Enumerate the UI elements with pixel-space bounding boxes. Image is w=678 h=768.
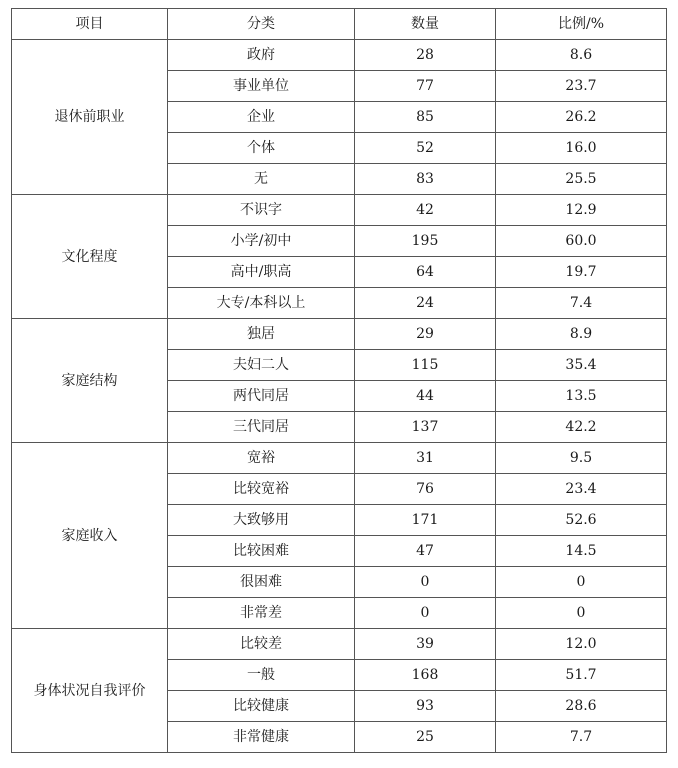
group-name-cell: 退休前职业 bbox=[12, 40, 168, 195]
count-cell: 24 bbox=[355, 288, 496, 319]
count-cell: 44 bbox=[355, 381, 496, 412]
count-cell: 77 bbox=[355, 71, 496, 102]
percent-cell: 23.7 bbox=[496, 71, 667, 102]
header-count: 数量 bbox=[355, 9, 496, 40]
group-name-cell: 身体状况自我评价 bbox=[12, 629, 168, 753]
count-cell: 29 bbox=[355, 319, 496, 350]
count-cell: 115 bbox=[355, 350, 496, 381]
percent-cell: 9.5 bbox=[496, 443, 667, 474]
count-cell: 76 bbox=[355, 474, 496, 505]
category-cell: 比较健康 bbox=[168, 691, 355, 722]
category-cell: 独居 bbox=[168, 319, 355, 350]
category-cell: 无 bbox=[168, 164, 355, 195]
count-cell: 64 bbox=[355, 257, 496, 288]
percent-cell: 51.7 bbox=[496, 660, 667, 691]
header-percent: 比例/% bbox=[496, 9, 667, 40]
count-cell: 52 bbox=[355, 133, 496, 164]
count-cell: 25 bbox=[355, 722, 496, 753]
group-name-cell: 家庭收入 bbox=[12, 443, 168, 629]
count-cell: 47 bbox=[355, 536, 496, 567]
count-cell: 83 bbox=[355, 164, 496, 195]
category-cell: 比较宽裕 bbox=[168, 474, 355, 505]
category-cell: 高中/职高 bbox=[168, 257, 355, 288]
percent-cell: 26.2 bbox=[496, 102, 667, 133]
category-cell: 个体 bbox=[168, 133, 355, 164]
group-name-cell: 家庭结构 bbox=[12, 319, 168, 443]
table-row bbox=[12, 195, 667, 226]
percent-cell: 16.0 bbox=[496, 133, 667, 164]
percent-cell: 7.7 bbox=[496, 722, 667, 753]
percent-cell: 52.6 bbox=[496, 505, 667, 536]
table-row bbox=[12, 443, 667, 474]
count-cell: 42 bbox=[355, 195, 496, 226]
header-category: 分类 bbox=[168, 9, 355, 40]
percent-cell: 0 bbox=[496, 598, 667, 629]
category-cell: 三代同居 bbox=[168, 412, 355, 443]
category-cell: 企业 bbox=[168, 102, 355, 133]
category-cell: 夫妇二人 bbox=[168, 350, 355, 381]
statistics-table bbox=[11, 8, 667, 753]
percent-cell: 12.0 bbox=[496, 629, 667, 660]
category-cell: 政府 bbox=[168, 40, 355, 71]
table-row bbox=[12, 319, 667, 350]
count-cell: 0 bbox=[355, 567, 496, 598]
header-row bbox=[12, 9, 667, 40]
percent-cell: 12.9 bbox=[496, 195, 667, 226]
percent-cell: 25.5 bbox=[496, 164, 667, 195]
category-cell: 宽裕 bbox=[168, 443, 355, 474]
count-cell: 85 bbox=[355, 102, 496, 133]
category-cell: 比较差 bbox=[168, 629, 355, 660]
category-cell: 很困难 bbox=[168, 567, 355, 598]
percent-cell: 60.0 bbox=[496, 226, 667, 257]
percent-cell: 19.7 bbox=[496, 257, 667, 288]
percent-cell: 8.9 bbox=[496, 319, 667, 350]
category-cell: 小学/初中 bbox=[168, 226, 355, 257]
table-header bbox=[12, 9, 667, 40]
percent-cell: 14.5 bbox=[496, 536, 667, 567]
percent-cell: 0 bbox=[496, 567, 667, 598]
group-name-cell: 文化程度 bbox=[12, 195, 168, 319]
percent-cell: 28.6 bbox=[496, 691, 667, 722]
count-cell: 93 bbox=[355, 691, 496, 722]
table-row bbox=[12, 40, 667, 71]
count-cell: 39 bbox=[355, 629, 496, 660]
count-cell: 171 bbox=[355, 505, 496, 536]
category-cell: 事业单位 bbox=[168, 71, 355, 102]
category-cell: 两代同居 bbox=[168, 381, 355, 412]
percent-cell: 42.2 bbox=[496, 412, 667, 443]
percent-cell: 23.4 bbox=[496, 474, 667, 505]
percent-cell: 7.4 bbox=[496, 288, 667, 319]
category-cell: 不识字 bbox=[168, 195, 355, 226]
table-row bbox=[12, 629, 667, 660]
count-cell: 0 bbox=[355, 598, 496, 629]
table-body bbox=[12, 40, 667, 753]
category-cell: 大专/本科以上 bbox=[168, 288, 355, 319]
count-cell: 31 bbox=[355, 443, 496, 474]
category-cell: 大致够用 bbox=[168, 505, 355, 536]
count-cell: 28 bbox=[355, 40, 496, 71]
count-cell: 168 bbox=[355, 660, 496, 691]
category-cell: 一般 bbox=[168, 660, 355, 691]
category-cell: 非常健康 bbox=[168, 722, 355, 753]
percent-cell: 8.6 bbox=[496, 40, 667, 71]
count-cell: 195 bbox=[355, 226, 496, 257]
count-cell: 137 bbox=[355, 412, 496, 443]
category-cell: 非常差 bbox=[168, 598, 355, 629]
header-item: 项目 bbox=[12, 9, 168, 40]
category-cell: 比较困难 bbox=[168, 536, 355, 567]
percent-cell: 35.4 bbox=[496, 350, 667, 381]
percent-cell: 13.5 bbox=[496, 381, 667, 412]
